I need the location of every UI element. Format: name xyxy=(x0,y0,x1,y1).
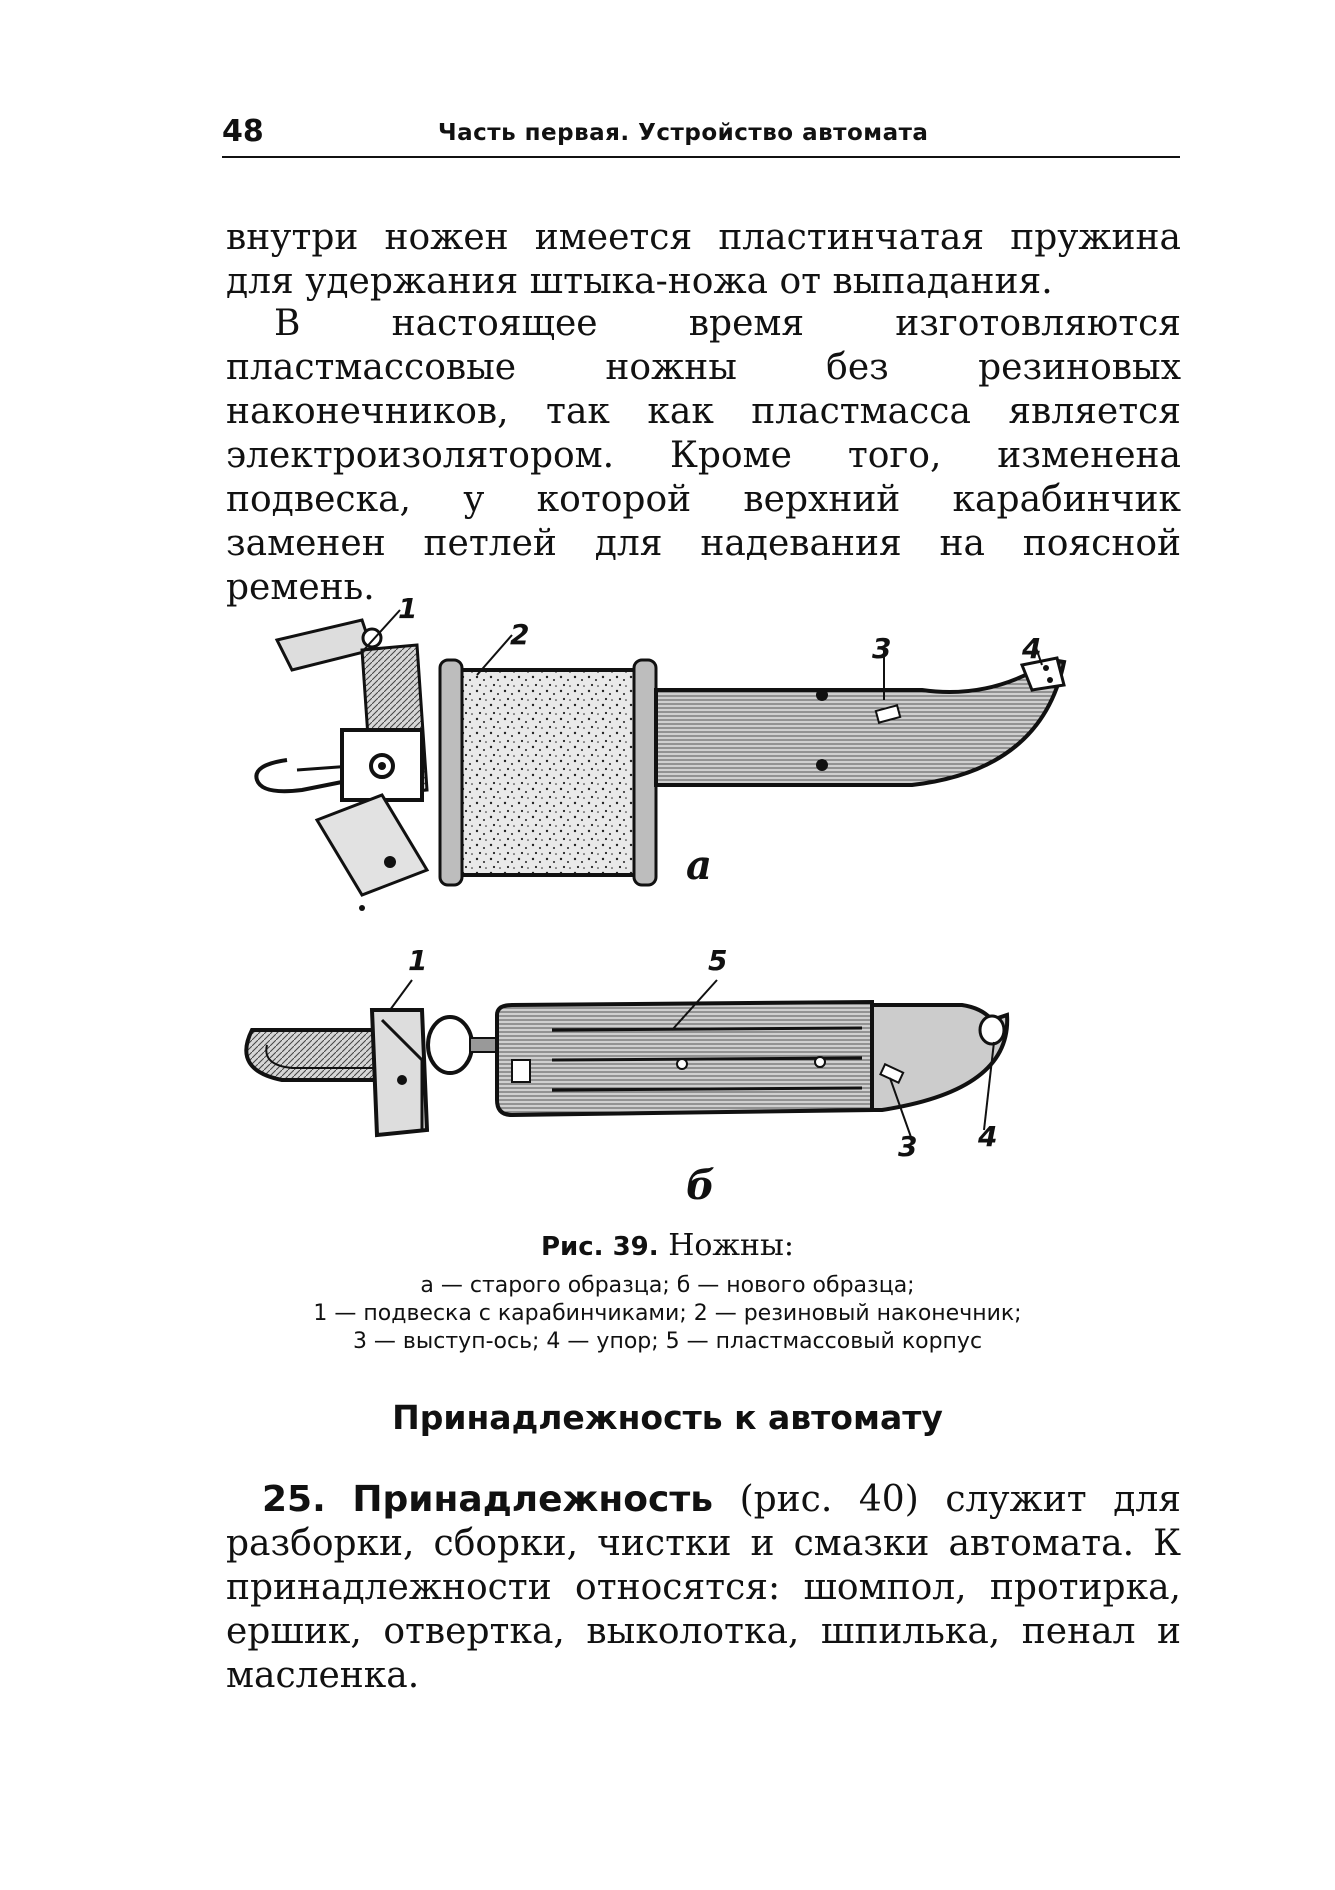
paragraph-2: В настоящее время изготовляются пластмассовые ножны без резиновых наконечников, так как пластмасса является электроизолятором. Кроме того, изменена подвеска, у которой верхний карабинчик заменен петлей для надевания на поясной ремень. xyxy=(226,303,1181,608)
running-title: Часть первая. Устройство автомата xyxy=(438,120,929,146)
callout-a-2: 2 xyxy=(510,618,530,651)
paragraph-25-text: (рис. 40) служит для разборки, сборки, чистки и смазки автомата. К принадлежности относятся: шомпол, протирка, ершик, отвертка, выколотка, шпилька, пенал и масленка. xyxy=(226,1479,1181,1696)
callout-a-1: 1 xyxy=(398,592,418,625)
callout-b-5: 5 xyxy=(708,944,728,977)
figure-39-illustration xyxy=(222,590,1182,1190)
figure-caption-prefix: Рис. 39. xyxy=(540,1232,659,1262)
figure-legend-line-2: 1 — подвеска с карабинчиками; 2 — резиновый наконечник; xyxy=(313,1301,1022,1326)
running-head xyxy=(222,112,1180,158)
paragraph-25 xyxy=(226,1478,1181,1698)
page-number: 48 xyxy=(222,114,264,149)
figure-legend-line-3: 3 — выступ-ось; 4 — упор; 5 — пластмассовый корпус xyxy=(352,1329,983,1354)
paragraph-number: 25. xyxy=(262,1479,326,1520)
figure-caption-name: Ножны: xyxy=(668,1228,795,1263)
figure-label-a: а xyxy=(686,842,712,889)
paragraph-1: внутри ножен имеется пластинчатая пружина для удержания штыка-ножа от выпадания. xyxy=(226,217,1181,302)
figure-caption-title xyxy=(0,1228,1335,1263)
callout-b-3: 3 xyxy=(898,1130,918,1163)
callout-b-1: 1 xyxy=(408,944,428,977)
section-heading: Принадлежность к автомату xyxy=(392,1398,943,1437)
scabbard-new-model xyxy=(246,980,1007,1140)
scabbard-old-model xyxy=(256,610,1064,911)
figure-legend-line-1: а — старого образца; б — нового образца; xyxy=(420,1273,915,1298)
paragraph-term: Принадлежность xyxy=(352,1479,713,1520)
callout-a-3: 3 xyxy=(872,632,892,665)
figure-label-b: б xyxy=(686,1162,715,1209)
callout-a-4: 4 xyxy=(1022,632,1042,665)
callout-b-4: 4 xyxy=(978,1120,998,1153)
